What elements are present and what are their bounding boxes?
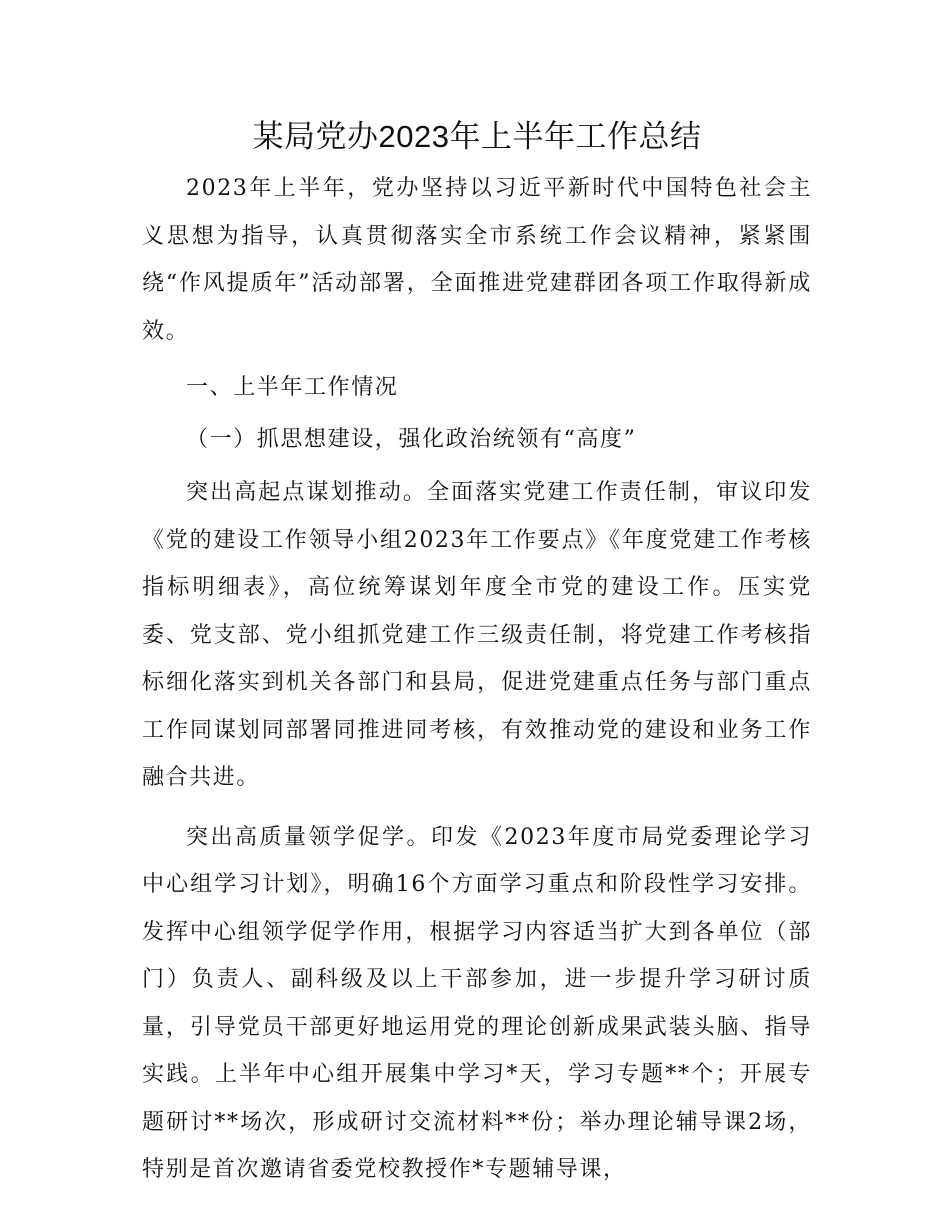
section-heading: 一、上半年工作情况 [186,375,399,400]
document-title: 某局党办2023年上半年工作总结 [252,119,702,154]
subsection-heading: （一）抓思想建设，强化政治统领有“高度” [186,426,637,452]
intro-paragraph: 2023年上半年，党办坚持以习近平新时代中国特色社会主义思想为指导，认真贯彻落实全市系统工作会议精神，紧紧围绕“作风提质年”活动部署，全面推进党建群团各项工作取得新成效。 [142,176,812,344]
body-paragraph: 突出高质量领学促学。印发《2023年度市局党委理论学习中心组学习计划》，明确16个方面学习重点和阶段性学习安排。发挥中心组领学促学作用，根据学习内容适当扩大到各单位（部门）负责人、副科级及以上干部参加，进一步提升学习研讨质量，引导党员干部更好地运用党的理论创新成果武装头脑、指导实践。上半年中心组开展集中学习*天，学习专题**个；开展专题研讨**场次，形成研讨交流材料**份；举办理论辅导课2场，特别是首次邀请省委党校教授作*专题辅导课， [142,824,812,1182]
document-page [142,112,812,1194]
body-paragraph: 突出高起点谋划推动。全面落实党建工作责任制，审议印发《党的建设工作领导小组2023年工作要点》《年度党建工作考核指标明细表》，高位统筹谋划年度全市党的建设工作。压实党委、党支部、党小组抓党建工作三级责任制，将党建工作考核指标细化落实到机关各部门和县局，促进党建重点任务与部门重点工作同谋划同部署同推进同考核，有效推动党的建设和业务工作融合共进。 [142,480,812,790]
